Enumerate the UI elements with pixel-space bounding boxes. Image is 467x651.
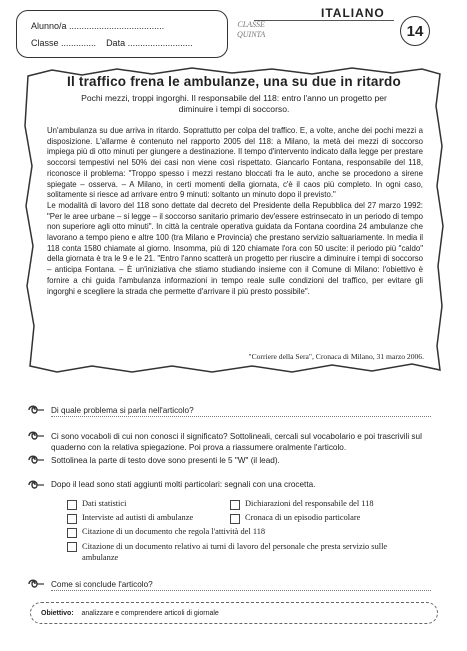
question-5-text: Come si conclude l'articolo? [51, 579, 431, 591]
checkbox[interactable] [230, 500, 240, 510]
option-dichiarazioni[interactable] [230, 499, 374, 510]
spiral-bullet-icon [28, 430, 45, 442]
checkbox[interactable] [230, 514, 240, 524]
question-2-text: Ci sono vocaboli di cui non conosci il significato? Sottolineali, cercali sul vocabolario e poi trascrivili sul quaderno con la relativa spiegazione. Poi prova a riassumere oralmente l'articolo. [51, 432, 422, 452]
checkbox[interactable] [67, 528, 77, 538]
alunno-line [31, 21, 164, 31]
spiral-bullet-icon [28, 479, 45, 491]
subject-rule [254, 20, 394, 21]
data-field[interactable]: .......................... [127, 38, 193, 48]
checkbox[interactable] [67, 542, 77, 552]
question-4-text: Dopo il lead sono stati aggiunti molti particolari: segnali con una crocetta. [51, 480, 316, 489]
article-paragraph-1: Un'ambulanza su due arriva in ritardo. Soprattutto per colpa del traffico. E, a volte, anche dei pochi mezzi a disposizione. L'allarme è contenuto nel rapporto 2005 del 118: a Milano, la metà dei mezzi di soccorso impiega più di otto minuti per giungere a destinazione. Il tempo d'intervento indicato dalla legge per prestare soccorsi tempestivi nel 50% dei casi non viene così rispettato. Giancarlo Fontana, responsabile del 118, riconosce il problema: "Troppo spesso i mezzi restano bloccati fra le auto, anche se procedono a sirene spiegate – osserva. – A Milano, in certi momenti della giornata, c'è il caos più completo. In ogni caso, solitamente si riesce ad arrivare entro 9 minuti: soltanto un minuto dopo il previsto." [47, 126, 423, 200]
subject-title: ITALIANO [321, 6, 385, 20]
grade-bottom: QUINTA [237, 30, 266, 39]
spiral-bullet-icon [28, 578, 45, 590]
article-paragraph-2: Le modalità di lavoro del 118 sono dettate dal decreto del Presidente della Repubblica del 27 marzo 1992: "Per le aree urbane – si legge – il soccorso sanitario primario dev'essere estrinsecato in un periodo di tempo non superiore agli otto minuti". In città la centrale operativa guidata da Fontana coordina 24 ambulanze che lavorano a tempo pieno e altre 100 (tra Milano e Provincia) che prestano servizio saltuariamente. In media il 118 conta 1580 chiamate al giorno. Insomma, più di 120 chiamate l'ora con 50 uscite: il periodo più "caldo" della giornata è tra le 9 e le 21. "Entro l'anno scatterà un progetto per riuscire a diminuire i tempi di soccorso – anticipa Fontana. – È un'iniziativa che stiamo studiando insieme con il Comune di Milano: l'obiettivo è fornire a chi guida l'ambulanza informazioni in tempo reale sulle condizioni del traffico, per evitare gli ingorghi e scegliere la strada che permette d'arrivare il più presto possibile". [47, 200, 423, 296]
option-label: Citazione di un documento relativo ai turni di lavoro del personale che presta servizio sulle ambulanze [82, 542, 388, 562]
article-lead: Pochi mezzi, troppi ingorghi. Il responsabile del 118: entro l'anno un progetto per diminuire i tempi di soccorso. [81, 93, 387, 114]
option-dati-statistici[interactable] [67, 499, 126, 510]
data-label: Data [106, 38, 126, 48]
article-body [47, 126, 423, 297]
classe-data-line [31, 38, 193, 48]
option-citazione-turni[interactable] [67, 541, 407, 563]
checkbox[interactable] [67, 500, 77, 510]
checkbox[interactable] [67, 514, 77, 524]
option-citazione-regola[interactable] [67, 527, 265, 538]
option-interviste[interactable] [67, 513, 193, 524]
objective-footer [30, 602, 438, 624]
classe-field[interactable]: .............. [61, 38, 97, 48]
option-label: Citazione di un documento che regola l'attività del 118 [82, 527, 266, 536]
page-number-badge: 14 [400, 16, 430, 46]
option-label: Dichiarazioni del responsabile del 118 [245, 499, 374, 508]
option-label: Cronaca di un episodio particolare [245, 513, 361, 522]
objective-label: Obiettivo: [41, 610, 74, 617]
question-1-text: Di quale problema si parla nell'articolo? [51, 405, 431, 417]
grade-label [237, 20, 265, 40]
option-label: Interviste ad autisti di ambulanze [82, 513, 194, 522]
article-title: Il traffico frena le ambulanze, una su due in ritardo [67, 74, 401, 89]
grade-top: CLASSE [237, 20, 265, 29]
classe-label: Classe [31, 38, 59, 48]
article-source: "Corriere della Sera", Cronaca di Milano, 31 marzo 2006. [248, 352, 424, 361]
alunno-label: Alunno/a [31, 21, 67, 31]
student-info-box [16, 10, 228, 58]
option-cronaca[interactable] [230, 513, 360, 524]
objective-text: analizzare e comprendere articoli di giornale [81, 610, 219, 617]
alunno-field[interactable]: ...................................... [69, 21, 165, 31]
question-3-text: Sottolinea la parte di testo dove sono presenti le 5 "W" (il lead). [51, 456, 280, 465]
spiral-bullet-icon [28, 404, 45, 416]
option-label: Dati statistici [82, 499, 127, 508]
spiral-bullet-icon [28, 454, 45, 466]
